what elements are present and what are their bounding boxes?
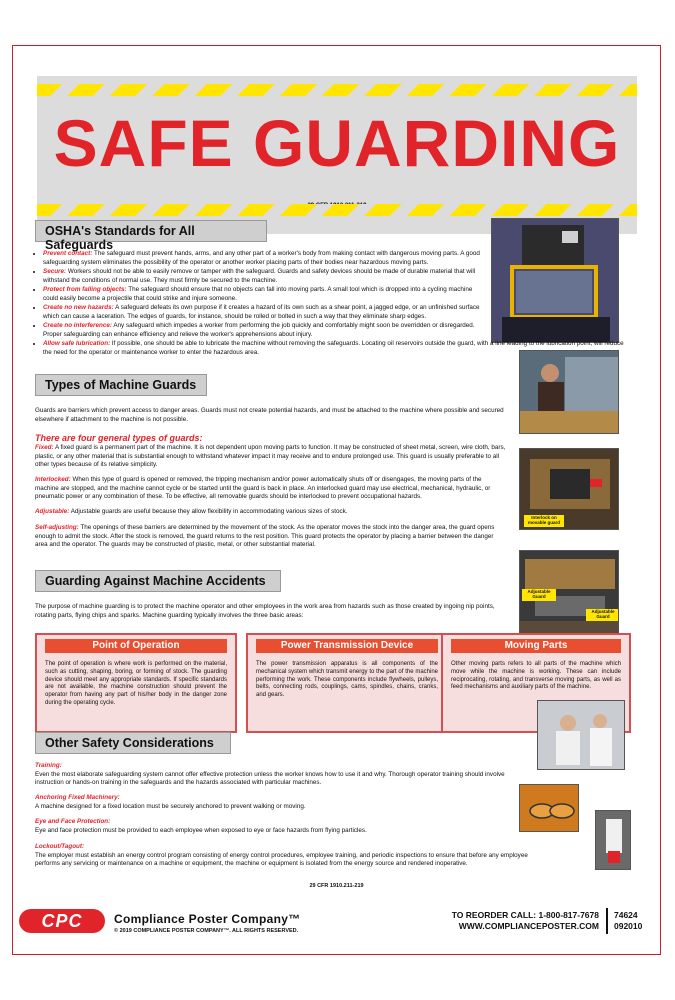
hazard-stripe-bottom [37,204,637,216]
four-types-subheading: There are four general types of guards: [35,433,203,443]
product-code: 74624 [614,910,638,920]
box-point-of-operation [35,633,237,733]
item-label: Training: [35,762,62,769]
list-item [43,304,488,321]
title-banner [37,76,637,234]
other-anchoring [35,794,535,811]
poster-title: SAFE GUARDING [53,106,621,180]
website-link[interactable]: WWW.COMPLIANCEPOSTER.COM [458,921,599,932]
type-label: Adjustable: [35,508,70,515]
tag-interlock: Interlock on movable guard [524,515,564,527]
item-label: Protect from falling objects: [43,286,127,293]
type-text: When this type of guard is opened or removed, the tripping mechanism and/or power automatically shuts off or disengages, the moving parts of the machine are stopped, and the machine cannot cycle or be started until the guard is back in place. An interlocked guard may use electrical, mechanical, hydraulic, or pneumatic power or any combination of these. To be effective, all removable guards should be interlocked to prevent occupational hazards. [35,476,491,500]
box-title: Point of Operation [45,639,227,653]
guard-type-self-adjusting [35,524,507,550]
guard-type-adjustable [35,508,507,517]
section-heading-machine-accidents: Guarding Against Machine Accidents [35,570,281,592]
type-text: A fixed guard is a permanent part of the machine. It is not dependent upon moving parts to function. It may be constructed of sheet metal, screen, wire cloth, bars, plastic, or any other material that is substantial enough to withstand whatever impact it may receive and to endure prolonged use. This guard is usually preferable to all other types because of its relative simplicity. [35,444,506,468]
item-label: Secure: [43,268,67,275]
product-codes [614,910,642,932]
worker-at-machine-photo [519,350,619,434]
box-power-transmission [246,633,448,733]
osha-standards-list [35,250,625,358]
guard-type-interlocked [35,476,507,502]
adjustable-guard-photo [519,550,619,636]
item-label: Anchoring Fixed Machinery: [35,794,120,801]
other-training [35,762,535,788]
item-label: Eye and Face Protection: [35,818,111,825]
tag-adjustable-2: Adjustable Guard [586,609,619,621]
item-text: The safeguard must prevent hands, arms, and any other part of a worker's body from making contact with dangerous moving parts. A good safeguarding system eliminates the possibility of the operator or another worker placing parts of their bodies near hazardous moving parts. [43,250,480,266]
other-eye-face [35,818,535,835]
guards-intro: Guards are barriers which prevent access to danger areas. Guards must not create potential hazards, and must be attached to the machine where possible and secured elsewhere if attachment to the machine is not possible. [35,407,504,423]
box-text: Other moving parts refers to all parts of the machine which move while the machine is working. These can include reciprocating, rotating, and transverse moving parts, as well as feed mechanisms and auxiliary parts of the machine. [451,661,621,691]
reorder-phone: TO REORDER CALL: 1-800-817-7678 [451,910,599,920]
item-label: Create no interference: [43,322,112,329]
type-label: Interlocked: [35,476,71,483]
item-label: Lockout/Tagout: [35,843,85,850]
food-workers-photo [537,700,625,770]
item-label: Allow safe lubrication: [43,340,111,347]
item-text: The safeguard should ensure that no objects can fall into moving parts. A small tool which is dropped into a cycling machine could easily become a projectile that could strike and injure someone. [43,286,473,302]
list-item [43,268,488,285]
item-text: A safeguard defeats its own purpose if it creates a hazard of its own such as a shear point, a jagged edge, or an unfinished surface which can cause a laceration. The edges of guards, for instance, should be rolled or bolted in such a way that they eliminate sharp edges. [43,304,480,320]
type-label: Self-adjusting: [35,524,79,531]
item-text: Workers should not be able to easily remove or tamper with the safeguard. Guards and safety devices should be made of durable material that will withstand the conditions of normal use. They must firmly be secured to the machine. [43,268,476,284]
footer-divider [606,908,608,934]
item-text: If possible, one should be able to lubricate the machine without removing the safeguards. Locating oil reservoirs outside the guard, with a line leading to the lubrication point, will reduce the need for the operator or maintenance worker to enter the hazardous area. [43,340,624,356]
cfr-reference-bottom: 29 CFR 1910.211-219 [309,883,364,889]
revision-code: 092010 [614,921,643,932]
item-text: Any safeguard which impedes a worker from performing the job quickly and comfortably might soon be overridden or disregarded. Proper safeguarding can enhance efficiency and relieve the worker's apprehensions about injury. [43,322,475,338]
box-text: The power transmission apparatus is all components of the mechanical system which transmit energy to the part of the machine performing the work. These components include flywheels, pulleys, belts, connecting rods, couplings, cams, spindles, chains, cranks, and gears. [256,661,438,699]
tag-adjustable-1: Adjustable Guard [522,589,556,601]
item-text: A machine designed for a fixed location must be securely anchored to prevent walking or moving. [35,802,306,810]
list-item [43,250,488,267]
type-text: Adjustable guards are useful because they allow flexibility in accommodating various sizes of stock. [69,508,348,515]
list-item [43,322,488,339]
hazard-stripe-top [37,84,637,96]
item-text: The employer must establish an energy control program consisting of energy control procedures, employee training, and periodic inspections to ensure that before any employee performs any servicing or maintenance on a machine or equipment, the machine or equipment is isolated from the energy source and rendered inoperative. [35,851,528,867]
item-text: Even the most elaborate safeguarding system cannot offer effective protection unless the worker knows how to use it and why. Thorough operator training should involve instruction or hands-on training in the safeguards and the hazards associated with particular machines. [35,770,505,786]
box-title: Moving Parts [451,639,621,653]
list-item [43,286,488,303]
interlock-guard-photo [519,448,619,530]
item-text: Eye and face protection must be provided to each employee when exposed to eye or face hazards from flying particles. [35,826,367,834]
copyright-text: © 2019 COMPLIANCE POSTER COMPANY™. ALL RIGHTS RESERVED. [114,928,299,934]
lockout-tagout-photo [595,810,631,870]
box-title: Power Transmission Device [256,639,438,653]
poster [12,45,661,955]
item-label: Prevent contact: [43,250,93,257]
other-lockout [35,843,545,869]
company-name: Compliance Poster Company™ [114,912,301,926]
section-heading-other-safety: Other Safety Considerations [35,732,231,754]
guard-type-fixed [35,444,507,470]
type-label: Fixed: [35,444,54,451]
item-label: Create no new hazards: [43,304,114,311]
type-text: The openings of these barriers are determined by the movement of the stock. As the operator moves the stock into the danger area, the guard opens enough to admit the stock. After the stock is removed, the guard returns to the rest position. This guard protects the operator by placing a barrier between the danger area and the operator. The guards may be constructed of plastic, metal, or other substantial material. [35,524,495,548]
section-heading-osha-standards: OSHA's Standards for All Safeguards [35,220,267,242]
machine-accidents-intro: The purpose of machine guarding is to protect the machine operator and other employees in the work area from hazards such as those created by ingoing nip points, rotating parts, flying chips and sparks. Machine guarding typically involves the three basic areas: [35,603,495,619]
reorder-info [427,910,599,932]
box-text: The point of operation is where work is performed on the material, such as cutting, shaping, boring, or forming of stock. The guarding device should meet any appropriate standards. If specific standards are not available, the machine construction should prevent the operator from having any part of his/her body in the danger zone during the operating cycle. [45,661,227,706]
cpc-logo: CPC [19,909,105,933]
section-heading-types-of-guards: Types of Machine Guards [35,374,207,396]
